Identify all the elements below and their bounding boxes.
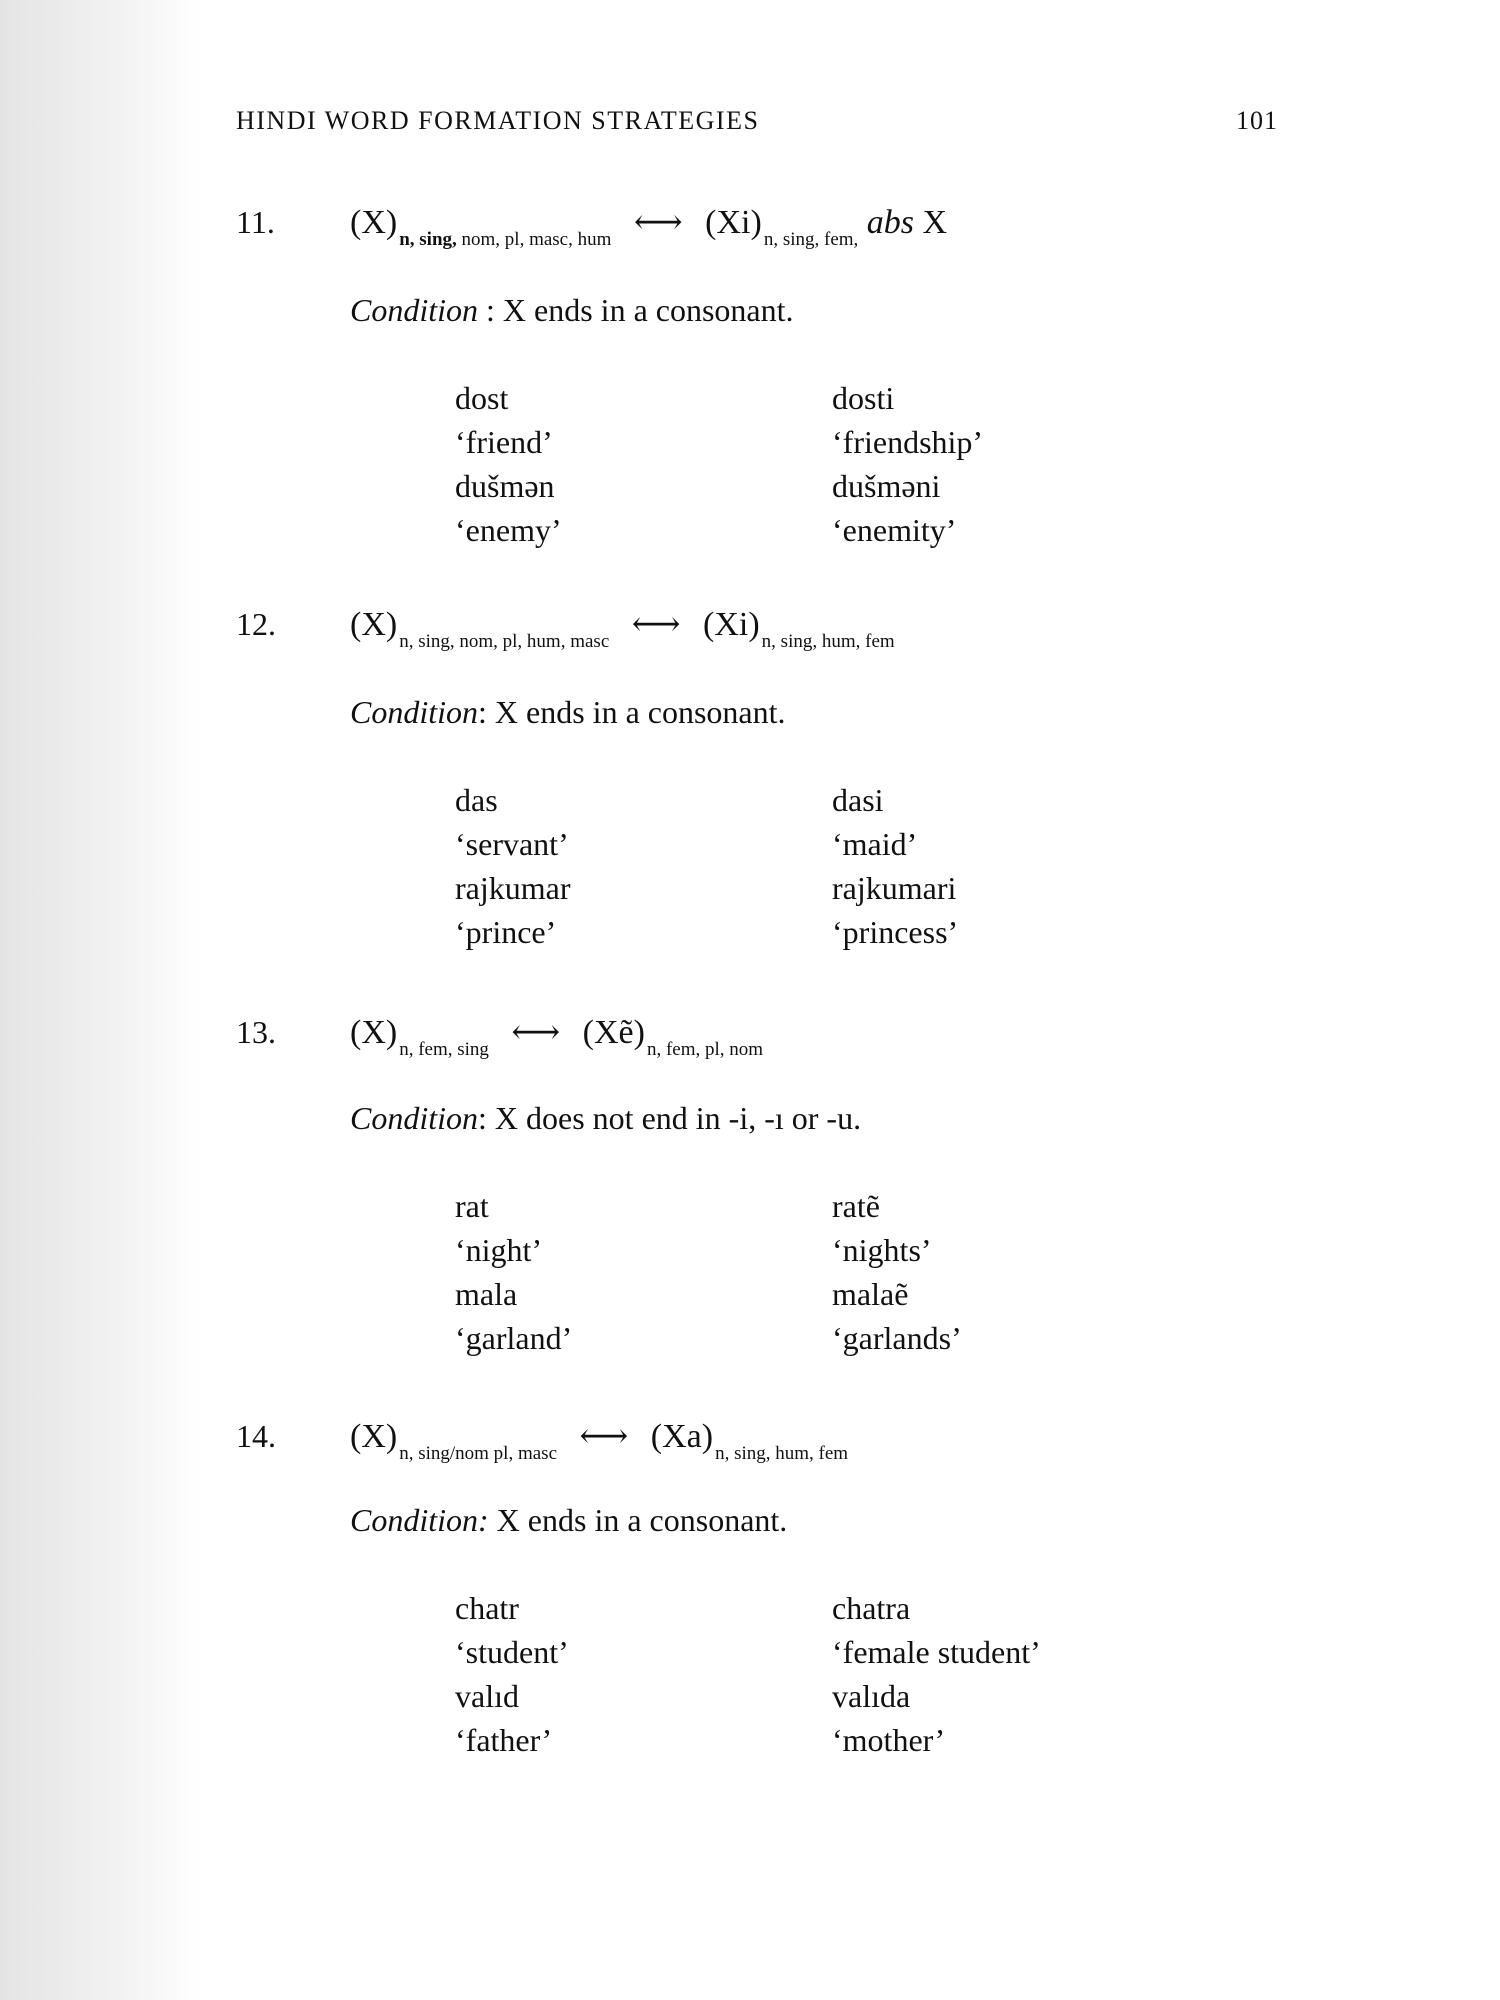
right-stem: (Xẽ) [582, 1014, 645, 1051]
right-stem: (Xi) [705, 204, 762, 241]
example-left: ‘servant’ [455, 826, 569, 862]
running-head: HINDI WORD FORMATION STRATEGIES [236, 106, 760, 135]
example-right: ‘maid’ [832, 826, 918, 862]
left-stem: (X) [350, 204, 398, 241]
left-stem: (X) [350, 606, 398, 643]
condition-separator [489, 1502, 497, 1538]
left-stem: (X) [350, 1014, 398, 1051]
example-right: ratẽ [832, 1188, 880, 1224]
left-subscript-text: n, fem, sing [399, 1039, 489, 1060]
bidirectional-arrow-icon: ⟷ [579, 1418, 629, 1455]
left-subscript-text: n, sing, nom, pl, hum, masc [399, 631, 610, 652]
example-left: rajkumar [455, 870, 571, 906]
example-right: dosti [832, 380, 895, 416]
example-left: ‘garland’ [455, 1320, 573, 1356]
rule-formula [350, 1012, 764, 1060]
right-stem: (Xa) [650, 1418, 714, 1455]
condition-separator: : [478, 292, 503, 328]
left-subscript-text: n, sing/nom pl, masc [399, 1443, 558, 1464]
condition-label: Condition: [350, 1502, 489, 1538]
rule-number: 14. [236, 1418, 276, 1454]
bidirectional-arrow-icon: ⟷ [631, 606, 681, 643]
example-right: rajkumari [832, 870, 957, 906]
example-right: valıda [832, 1678, 911, 1714]
condition-text: X does not end in -i, -ı or -u. [494, 1100, 862, 1136]
rule-number: 13. [236, 1014, 276, 1050]
condition-separator: : [478, 694, 495, 730]
left-subscript [399, 229, 611, 250]
example-right: ‘garlands’ [832, 1320, 962, 1356]
example-left: ‘friend’ [455, 424, 553, 460]
right-subscript: n, fem, pl, nom [646, 1039, 764, 1060]
example-left: dušmən [455, 468, 555, 504]
condition-text: X ends in a consonant. [502, 292, 794, 328]
rule-condition [350, 1502, 787, 1539]
rule-condition [350, 292, 794, 329]
condition-label: Condition [350, 292, 479, 328]
condition-label: Condition [350, 694, 479, 730]
rule-number: 11. [236, 204, 275, 240]
example-right: ‘female student’ [832, 1634, 1041, 1670]
example-left: valıd [455, 1678, 519, 1714]
left-subscript [399, 631, 609, 652]
example-left: das [455, 782, 498, 818]
example-right: malaẽ [832, 1276, 909, 1312]
bidirectional-arrow-icon: ⟷ [511, 1014, 561, 1051]
left-stem: (X) [350, 1418, 398, 1455]
condition-text: X ends in a consonant. [496, 1502, 788, 1538]
condition-text: X ends in a consonant. [494, 694, 786, 730]
rule-formula [350, 1416, 849, 1464]
example-right: ‘mother’ [832, 1722, 946, 1758]
left-subscript [399, 1443, 557, 1464]
example-left: rat [455, 1188, 489, 1224]
rule-condition [350, 1100, 861, 1137]
right-subscript: n, sing, fem, [763, 229, 859, 250]
example-left: ‘enemy’ [455, 512, 562, 548]
example-right: dasi [832, 782, 884, 818]
example-right: ‘enemity’ [832, 512, 957, 548]
example-left: ‘prince’ [455, 914, 557, 950]
gloss-italic: abs [866, 204, 915, 241]
example-right: chatra [832, 1590, 911, 1626]
example-left: ‘father’ [455, 1722, 553, 1758]
example-left: dost [455, 380, 509, 416]
gloss-text: X [914, 204, 948, 241]
example-left: chatr [455, 1590, 519, 1626]
rule-formula [350, 604, 895, 652]
left-subscript-text: nom, pl, masc, hum [456, 229, 612, 250]
rule-condition [350, 694, 786, 731]
right-subscript: n, sing, hum, fem [761, 631, 895, 652]
example-right: ‘friendship’ [832, 424, 984, 460]
page-number: 101 [1236, 106, 1278, 135]
rule-formula [350, 202, 948, 250]
condition-label: Condition [350, 1100, 479, 1136]
example-left: mala [455, 1276, 518, 1312]
condition-separator: : [478, 1100, 495, 1136]
left-subscript-bold: n, sing, [399, 229, 457, 250]
example-left: ‘student’ [455, 1634, 569, 1670]
example-right: ‘nights’ [832, 1232, 932, 1268]
example-right: dušməni [832, 468, 941, 504]
rule-number: 12. [236, 606, 276, 642]
right-subscript: n, sing, hum, fem [715, 1443, 849, 1464]
bidirectional-arrow-icon: ⟷ [633, 204, 683, 241]
right-stem: (Xi) [703, 606, 760, 643]
left-subscript [399, 1039, 489, 1060]
example-right: ‘princess’ [832, 914, 959, 950]
example-left: ‘night’ [455, 1232, 543, 1268]
